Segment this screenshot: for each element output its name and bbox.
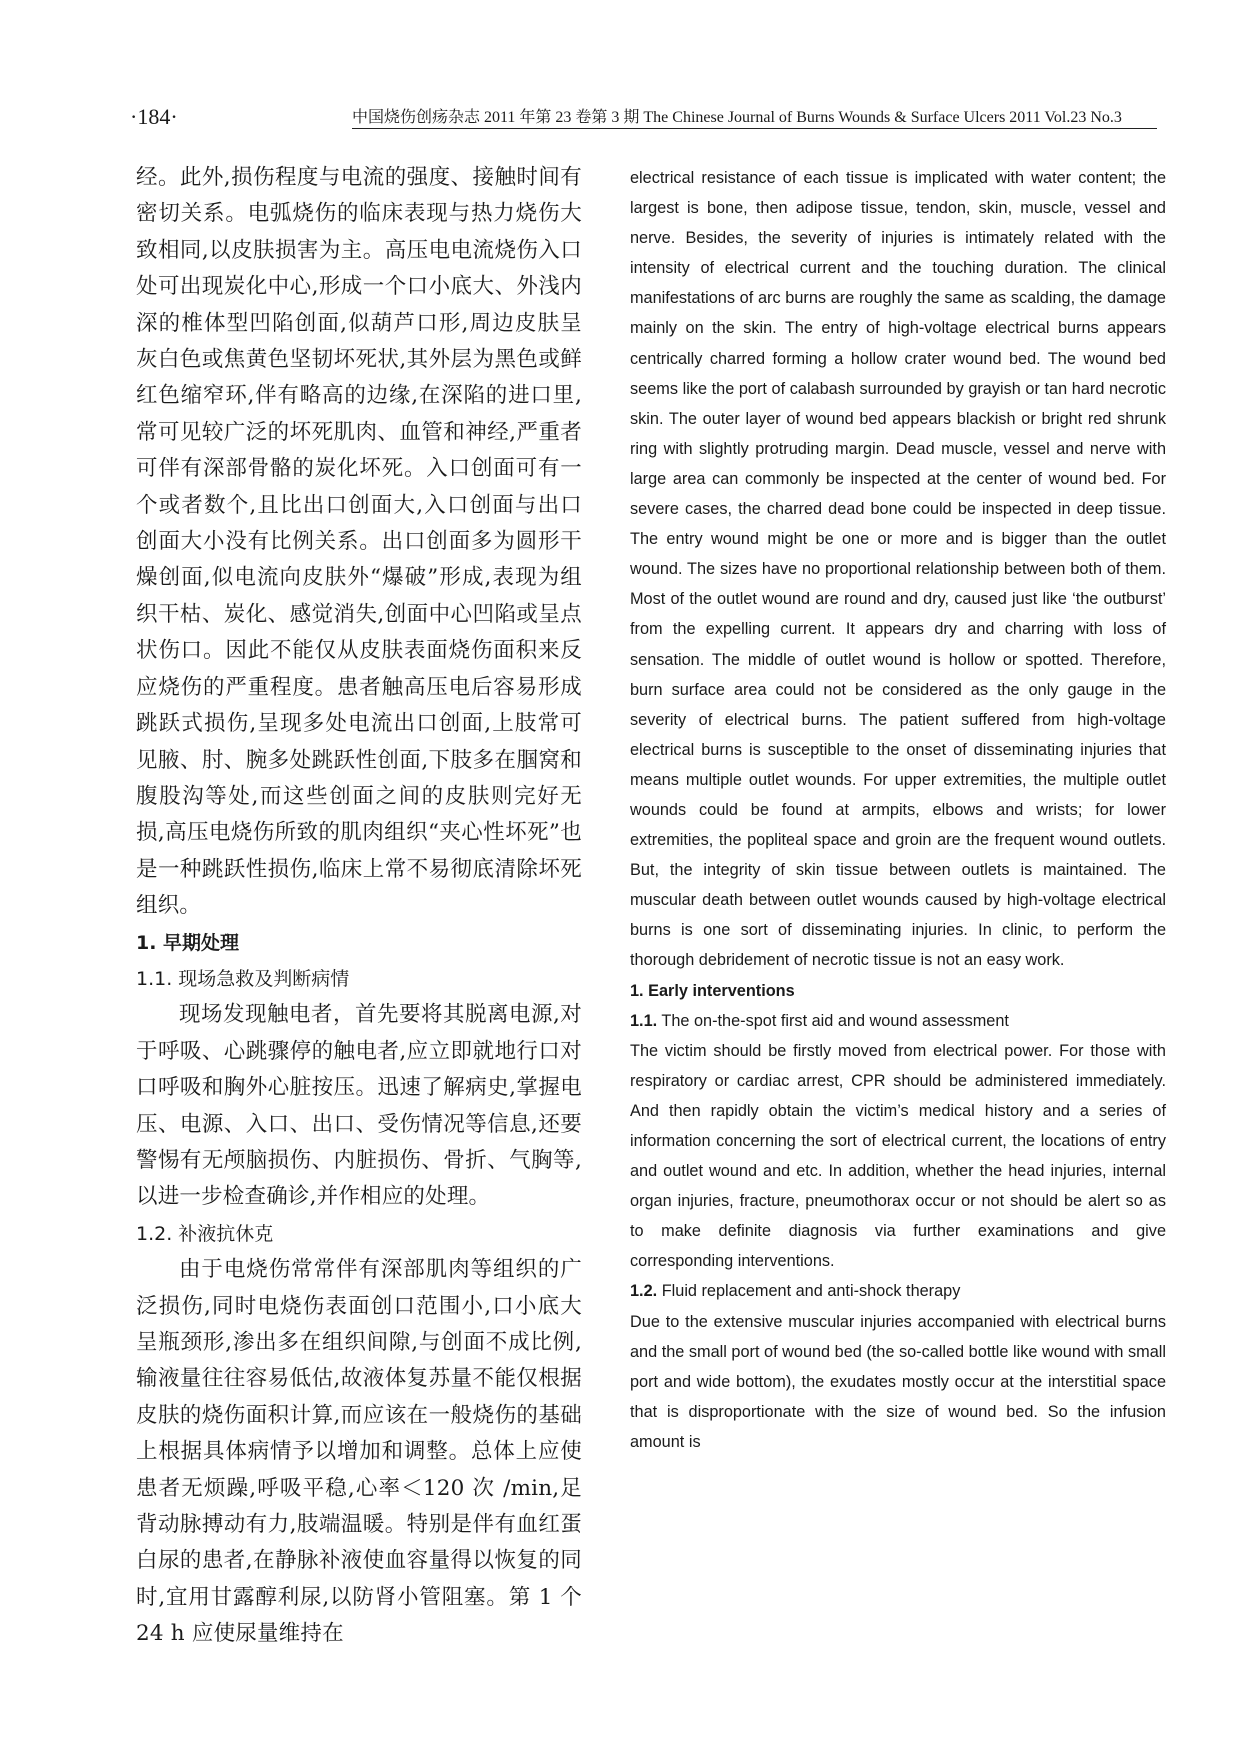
- en-paragraph-3: Due to the extensive muscular injuries accompanied with electrical burns and the small port of wound bed (the so-called bottle like wound with small port and wide bottom), the exudates mostly occur at the interstitial space that is disproportionate with the size of wound bed. So the infusion amount is: [630, 1312, 1166, 1451]
- en-subheading-fluid-text: Fluid replacement and anti-shock therapy: [657, 1282, 961, 1301]
- cn-heading-early-treatment: 1. 早期处理: [136, 931, 240, 954]
- chinese-column: [136, 160, 582, 1653]
- en-heading-early-interventions: 1. Early interventions: [630, 981, 795, 1000]
- cn-paragraph-3: 由于电烧伤常常伴有深部肌肉等组织的广泛损伤,同时电烧伤表面创口范围小,口小底大呈瓶颈形,渗出多在组织间隙,与创面不成比例,输液量往往容易低估,故液体复苏量不能仅根据皮肤的烧伤面积计算,而应该在一般烧伤的基础上根据具体病情予以增加和调整。总体上应使患者无烦躁,呼吸平稳,心率＜120 次 /min,足背动脉搏动有力,肢端温暖。特别是伴有血红蛋白尿的患者,在静脉补液使血容量得以恢复的同时,宜用甘露醇利尿,以防肾小管阻塞。第 1 个 24 h 应使尿量维持在: [136, 1257, 582, 1647]
- en-subheading-fluid-number: 1.2.: [630, 1282, 658, 1301]
- en-paragraph-1: electrical resistance of each tissue is implicated with water content; the largest is bone, then adipose tissue, tendon, skin, muscle, vessel and nerve. Besides, the severity of injuries is intimately related with the intensity of electrical current and the touching duration. The clinical manifestations of arc burns are roughly the same as scalding, the damage mainly on the skin. The entry of high-voltage electrical burns appears centrically charred forming a hollow crater wound bed. The wound bed seems like the port of calabash surrounded by grayish or tan hard necrotic skin. The outer layer of wound bed appears blackish or bright red shrunk ring with slightly protruding margin. Dead muscle, vessel and nerve with large area can commonly be inspected at the center of wound bed. For severe cases, the charred dead bone could be inspected in deep tissue. The entry wound might be one or more and is bigger than the outlet wound. The sizes have no proportional relationship between both of them. Most of the outlet wound are round and dry, caused just like ‘the outburst’ from the expelling current. It appears dry and charring with loss of sensation. The middle of outlet wound is hollow or spotted. Therefore, burn surface area could not be considered as the only gauge in the severity of electrical burns. The patient suffered from high-voltage electrical burns is susceptible to the onset of disseminating injuries that means multiple outlet wounds. For upper extremities, the multiple outlet wounds could be found at armpits, elbows and wrists; for lower extremities, the popliteal space and groin are the frequent wound outlets. But, the integrity of skin tissue between outlets is maintained. The muscular death between outlet wounds caused by high-voltage electrical burns is one sort of disseminating injuries. In clinic, to perform the thorough debridement of necrotic tissue is not an easy work.: [630, 169, 1166, 970]
- english-column: [630, 163, 1166, 1457]
- cn-paragraph-1: 经。此外,损伤程度与电流的强度、接触时间有密切关系。电弧烧伤的临床表现与热力烧伤大致相同,以皮肤损害为主。高压电电流烧伤入口处可出现炭化中心,形成一个口小底大、外浅内深的椎体型凹陷创面,似葫芦口形,周边皮肤呈灰白色或焦黄色坚韧坏死状,其外层为黑色或鲜红色缩窄环,伴有略高的边缘,在深陷的进口里,常可见较广泛的坏死肌肉、血管和神经,严重者可伴有深部骨骼的炭化坏死。入口创面可有一个或者数个,且比出口创面大,入口创面与出口创面大小没有比例关系。出口创面多为圆形干燥创面,似电流向皮肤外“爆破”形成,表现为组织干枯、炭化、感觉消失,创面中心凹陷或呈点状伤口。因此不能仅从皮肤表面烧伤面积来反应烧伤的严重程度。患者触高压电后容易形成跳跃式损伤,呈现多处电流出口创面,上肢常可见腋、肘、腕多处跳跃性创面,下肢多在腘窝和腹股沟等处,而这些创面之间的皮肤则完好无损,高压电烧伤所致的肌肉组织“夹心性坏死”也是一种跳跃性损伤,临床上常不易彻底清除坏死组织。: [136, 165, 582, 919]
- cn-subheading-first-aid: 1.1. 现场急救及判断病情: [136, 967, 350, 990]
- cn-paragraph-2: 现场发现触电者，首先要将其脱离电源,对于呼吸、心跳骤停的触电者,应立即就地行口对口呼吸和胸外心脏按压。迅速了解病史,掌握电压、电源、入口、出口、受伤情况等信息,还要警惕有无颅脑损伤、内脏损伤、骨折、气胸等,以进一步检查确诊,并作相应的处理。: [136, 1002, 582, 1210]
- en-subheading-fluid: [630, 1276, 1166, 1306]
- en-subheading-first-aid: [630, 1006, 1166, 1036]
- running-head: 中国烧伤创疡杂志 2011 年第 23 卷第 3 期 The Chinese Journal of Burns Wounds & Surface Ulcers 2011 Vol.23 No.3: [352, 109, 1122, 126]
- en-paragraph-2: The victim should be firstly moved from electrical power. For those with respiratory or cardiac arrest, CPR should be administered immediately. And then rapidly obtain the victim’s medical history and a series of information concerning the sort of electrical current, the locations of entry and outlet wound and etc. In addition, whether the head injuries, internal organ injuries, fracture, pneumothorax occur or not should be alert so as to make definite diagnosis via further examinations and give corresponding interventions.: [630, 1041, 1166, 1271]
- en-subheading-first-aid-number: 1.1.: [630, 1011, 658, 1030]
- header-rule: [352, 128, 1157, 129]
- page-number: ·184·: [130, 104, 178, 129]
- cn-subheading-fluid: 1.2. 补液抗休克: [136, 1222, 274, 1245]
- en-subheading-first-aid-text: The on-the-spot first aid and wound assessment: [657, 1011, 1009, 1030]
